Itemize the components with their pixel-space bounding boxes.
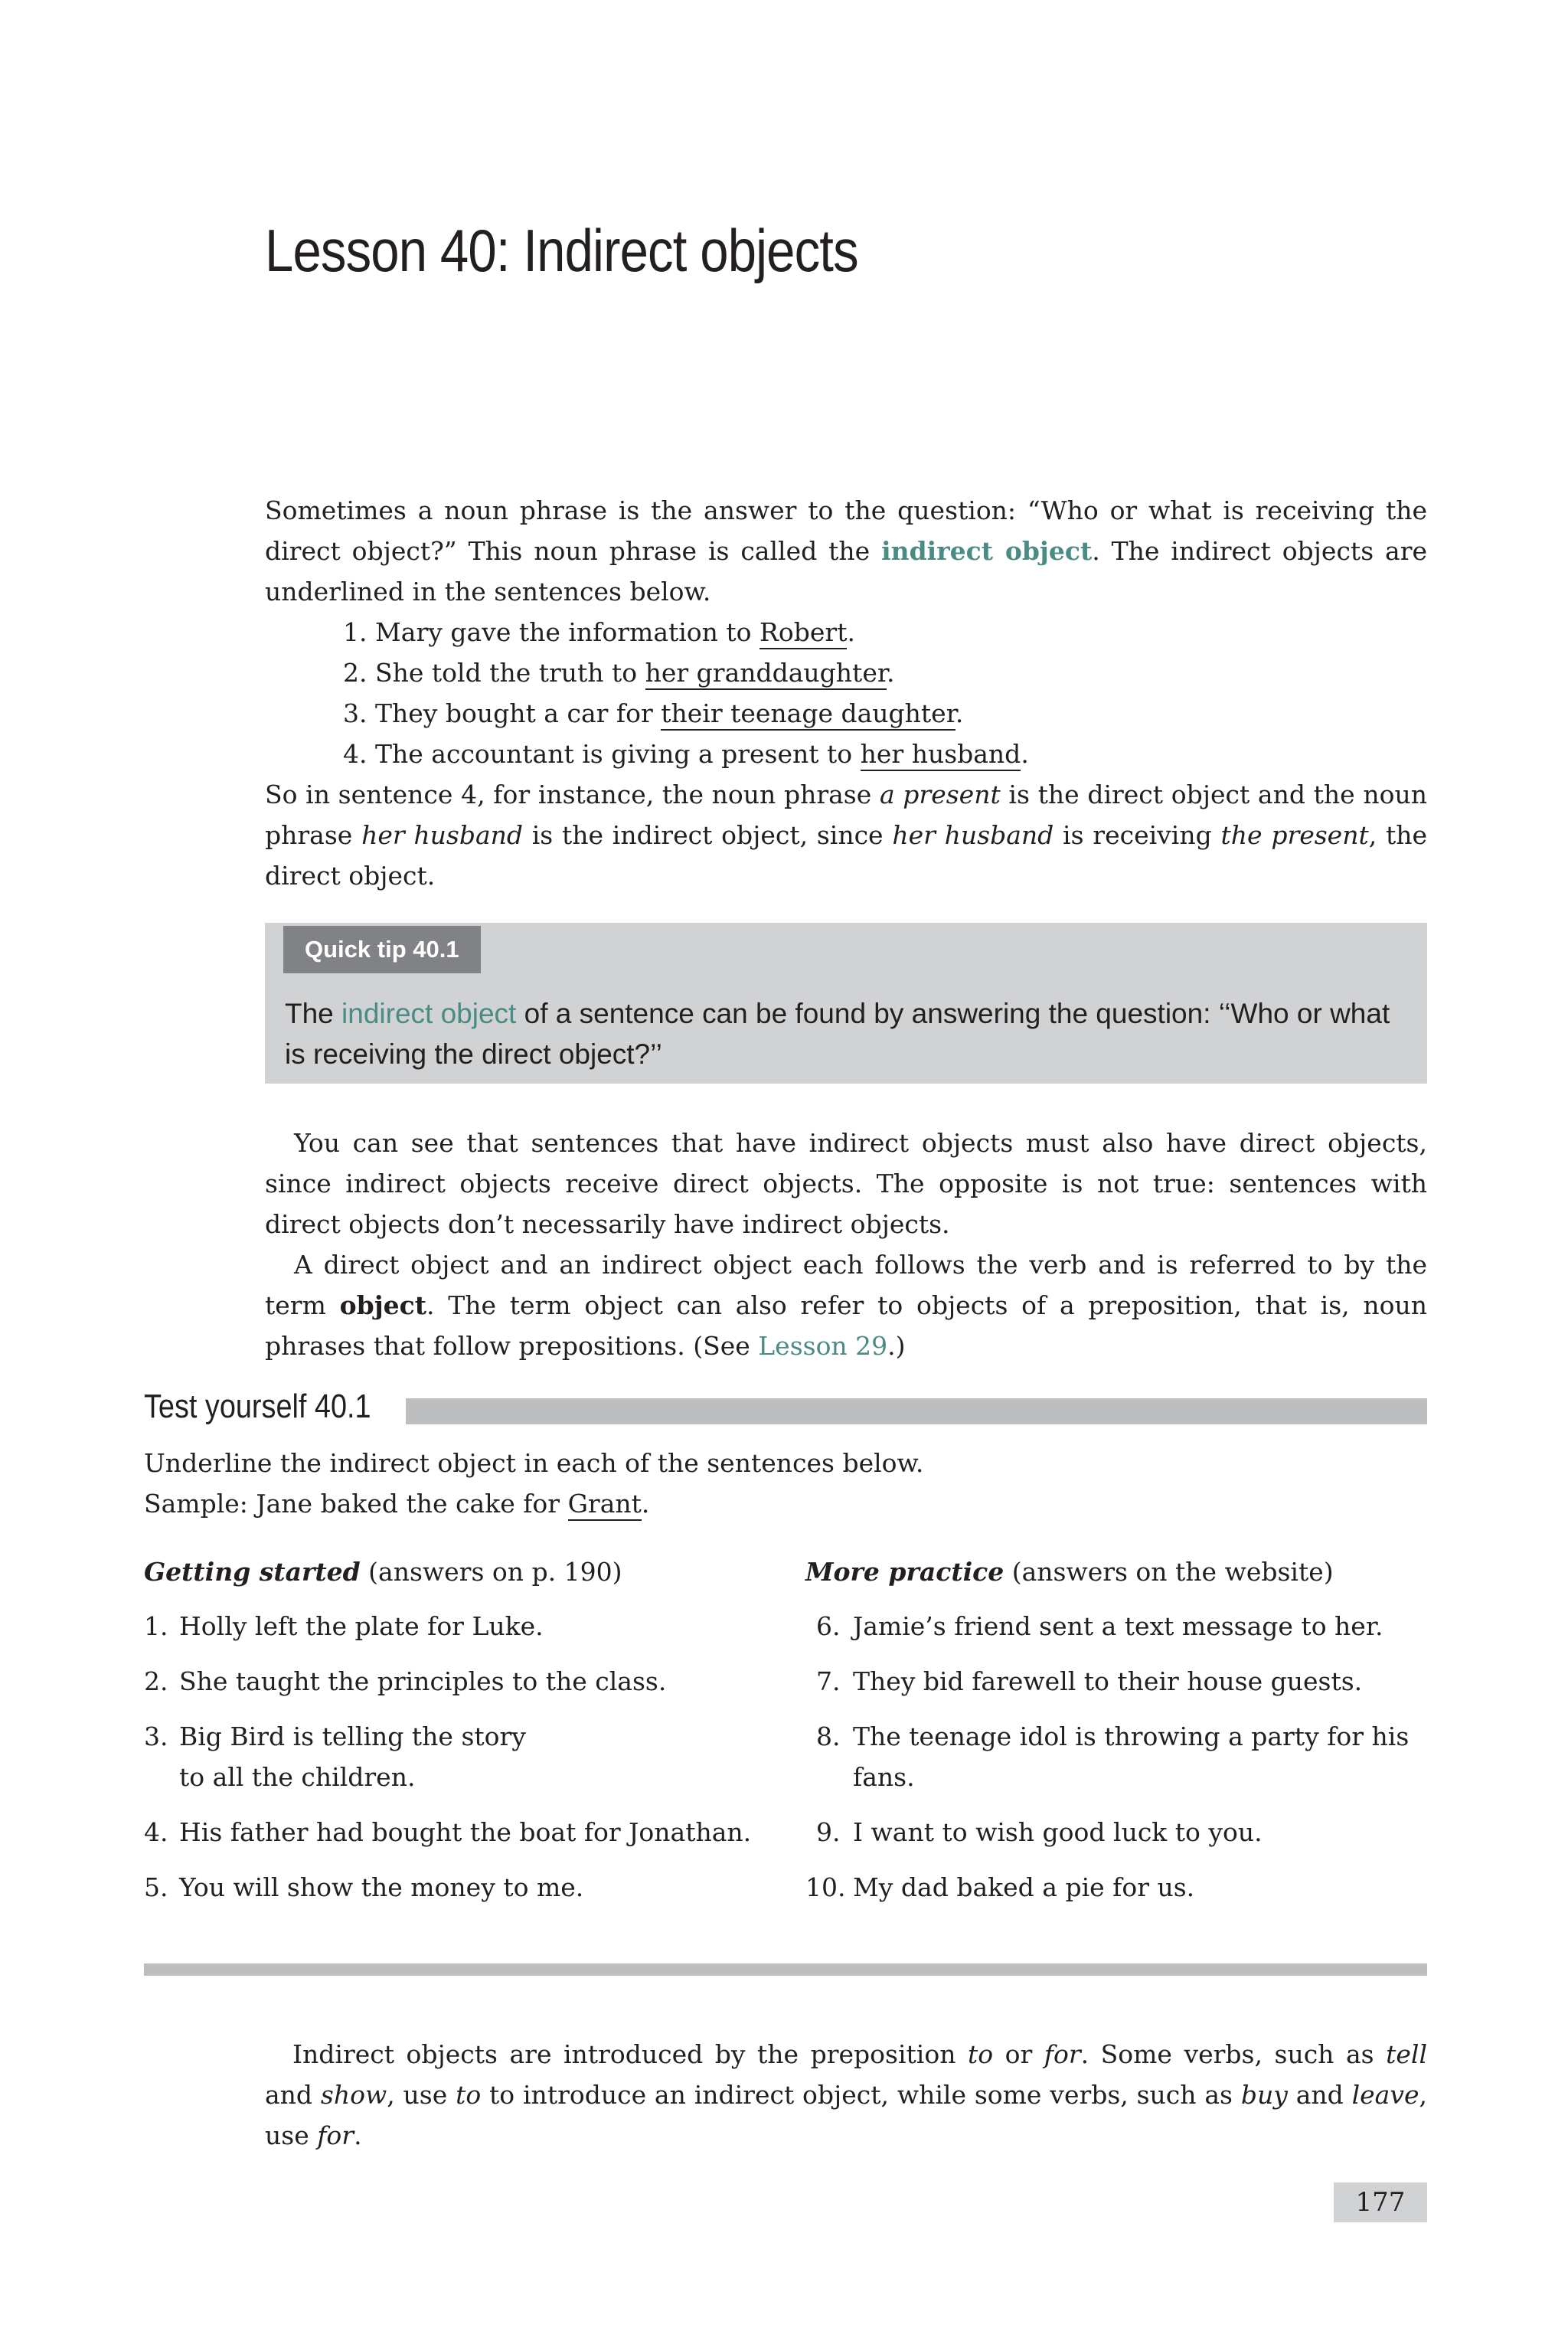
section-divider xyxy=(144,1963,1427,1976)
exercise-item: 6. Jamie’s friend sent a text message to her. xyxy=(816,1611,1383,1641)
underlined-indirect-object: their teenage daughter xyxy=(661,698,956,731)
underlined-indirect-object: her husband xyxy=(861,739,1021,771)
underlined-indirect-object: Robert xyxy=(760,617,847,649)
exercise-item: 9. I want to wish good luck to you. xyxy=(816,1817,1263,1847)
underlined-indirect-object: her granddaughter xyxy=(645,658,887,690)
test-header-bar xyxy=(406,1398,1427,1424)
lesson-29-link[interactable]: Lesson 29 xyxy=(758,1331,888,1361)
test-instruction: Underline the indirect object in each of the sentences below. xyxy=(144,1448,924,1478)
exercise-column-left xyxy=(144,1551,802,1922)
column-heading: More practice (answers on the website) xyxy=(805,1557,1334,1587)
example-item: 2. She told the truth to her granddaughter. xyxy=(343,652,1427,693)
body-paragraph: You can see that sentences that have indirect objects must also have direct objects, since indirect objects receive direct objects. The opposite is not true: sentences with direct objects don’t necessarily have indirect objects. xyxy=(265,1128,1427,1239)
example-item: 3. They bought a car for their teenage daughter. xyxy=(343,693,1427,734)
exercise-item: 7. They bid farewell to their house guests. xyxy=(816,1666,1363,1696)
example-item: 1. Mary gave the information to Robert. xyxy=(343,612,1427,652)
exercise-list xyxy=(144,1606,802,1908)
exercise-item: 2. She taught the principles to the class. xyxy=(144,1666,667,1696)
intro-section xyxy=(265,490,1427,896)
example-item: 4. The accountant is giving a present to her husband. xyxy=(343,734,1427,774)
page-title: Lesson 40: Indirect objects xyxy=(265,217,858,284)
explanation-paragraph: So in sentence 4, for instance, the noun phrase a present is the direct object and the noun phrase her husband is the indirect object, since her husband is receiving the present, the direct object. xyxy=(265,780,1428,891)
term-indirect-object: indirect object xyxy=(341,998,517,1029)
exercise-list xyxy=(805,1606,1464,1908)
exercise-item: 5. You will show the money to me. xyxy=(144,1872,584,1902)
body-section xyxy=(265,1123,1427,1366)
exercise-item: 8. The teenage idol is throwing a party for his fans. xyxy=(816,1721,1410,1792)
exercise-item: 3. Big Bird is telling the story to all the children. xyxy=(144,1721,526,1792)
quick-tip-label: Quick tip 40.1 xyxy=(283,926,481,973)
body-paragraph: A direct object and an indirect object each follows the verb and is referred to by the term object. The term object can also refer to objects of a preposition, that is, noun phrases that follow prepositions. (See Lesson 29.) xyxy=(265,1250,1427,1361)
underlined-indirect-object: Grant xyxy=(568,1489,642,1521)
exercise-item: 4. His father had bought the boat for Jonathan. xyxy=(144,1817,752,1847)
example-list xyxy=(265,612,1427,774)
term-indirect-object: indirect object xyxy=(881,536,1093,566)
exercise-column-right xyxy=(805,1551,1464,1922)
exercise-item: 1. Holly left the plate for Luke. xyxy=(144,1611,544,1641)
quick-tip-text: The indirect object of a sentence can be found by answering the question: ‘‘Who or what is receiving the direct object?’’ xyxy=(285,998,1390,1070)
test-sample: Sample: Jane baked the cake for Grant. xyxy=(144,1483,1430,1524)
closing-section xyxy=(265,2034,1427,2156)
column-heading: Getting started (answers on p. 190) xyxy=(144,1557,622,1587)
exercise-item: 10. My dad baked a pie for us. xyxy=(805,1872,1195,1902)
page-number: 177 xyxy=(1334,2182,1427,2222)
closing-paragraph: Indirect objects are introduced by the preposition to or for. Some verbs, such as tell and show, use to to introduce an indirect object, while some verbs, such as buy and leave, use for. xyxy=(265,2039,1428,2150)
test-instructions xyxy=(144,1443,1430,1524)
intro-paragraph: Sometimes a noun phrase is the answer to the question: “Who or what is receiving the direct object?” This noun phrase is called the indirect object. The indirect objects are underlined in the sentences below. xyxy=(265,495,1427,607)
term-object: object xyxy=(339,1290,426,1320)
quick-tip-box xyxy=(265,923,1427,1084)
test-title: Test yourself 40.1 xyxy=(144,1388,371,1425)
